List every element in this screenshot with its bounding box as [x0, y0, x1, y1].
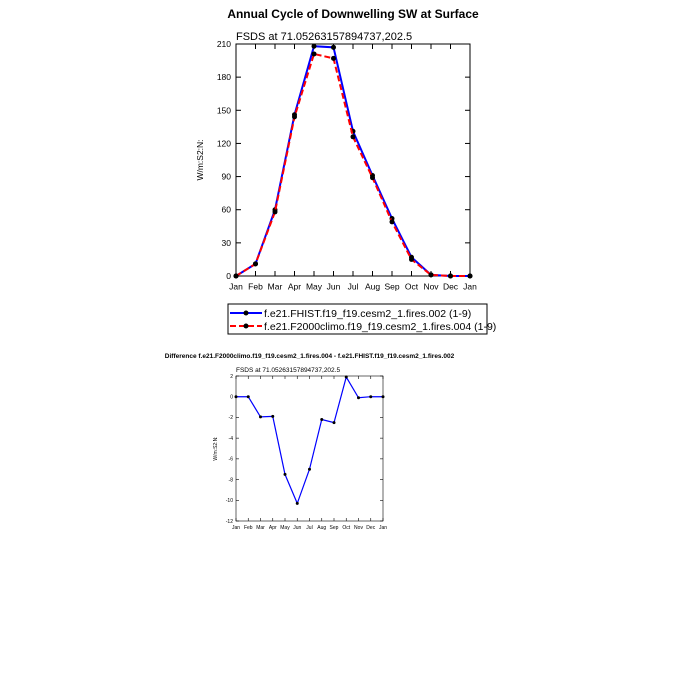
x-tick-label: Jun — [326, 281, 341, 292]
data-point — [259, 415, 262, 418]
x-tick-label: Jan — [231, 525, 241, 531]
data-point — [369, 395, 372, 398]
data-point — [468, 274, 473, 279]
x-tick-label: Dec — [366, 525, 376, 531]
legend-marker — [244, 324, 249, 329]
y-axis-label: W/m:S2:N: — [213, 436, 219, 461]
x-tick-label: Oct — [342, 525, 351, 531]
y-tick-label: 90 — [221, 171, 231, 182]
series-line-1 — [236, 54, 470, 276]
data-point — [333, 421, 336, 424]
data-point — [308, 468, 311, 471]
data-point — [296, 502, 299, 505]
data-point — [351, 134, 356, 139]
x-tick-label: Apr — [287, 281, 302, 292]
y-tick-label: -12 — [225, 518, 233, 525]
y-tick-label: -10 — [225, 498, 233, 505]
legend-label: f.e21.F2000climo.f19_f19.cesm2_1.fires.004 (1-9) — [264, 321, 497, 333]
data-point — [345, 376, 348, 379]
x-tick-label: Jan — [378, 525, 388, 531]
y-tick-label: 180 — [216, 72, 231, 83]
x-tick-label: Nov — [423, 281, 439, 292]
series-line-0 — [236, 377, 383, 503]
x-tick-label: Jan — [463, 281, 477, 292]
data-point — [234, 274, 239, 279]
x-tick-label: May — [280, 525, 290, 531]
data-point — [382, 395, 385, 398]
x-tick-label: Mar — [267, 281, 283, 292]
data-point — [312, 44, 317, 49]
x-tick-label: Sep — [329, 525, 339, 531]
x-tick-label: Feb — [248, 281, 263, 292]
y-tick-label: -4 — [228, 435, 233, 442]
data-point — [312, 51, 317, 56]
data-point — [273, 209, 278, 214]
x-tick-label: Jun — [293, 525, 302, 531]
y-tick-label: -8 — [228, 477, 233, 484]
data-point — [390, 219, 395, 224]
data-point — [429, 272, 434, 277]
data-point — [331, 45, 336, 50]
y-tick-label: 0 — [226, 270, 231, 281]
y-tick-label: -2 — [228, 415, 233, 422]
data-point — [331, 56, 336, 61]
y-tick-label: 210 — [216, 38, 231, 49]
x-tick-label: Dec — [442, 281, 459, 292]
x-tick-label: Mar — [256, 525, 265, 531]
chart-title: Annual Cycle of Downwelling SW at Surface — [227, 7, 479, 21]
y-tick-label: 30 — [221, 237, 231, 248]
data-point — [247, 395, 250, 398]
x-tick-label: Aug — [364, 281, 381, 292]
plot-frame — [236, 44, 470, 276]
data-point — [357, 396, 360, 399]
chart-subtitle: FSDS at 71.05263157894737,202.5 — [236, 367, 341, 374]
y-tick-label: 120 — [216, 138, 231, 149]
chart-title: Difference f.e21.F2000climo.f19_f19.cesm2_1.fires.004 - f.e21.FHIST.f19_f19.cesm2_1.fires.002 — [164, 353, 455, 360]
y-tick-label: -6 — [228, 456, 233, 463]
series-line-0 — [236, 46, 470, 276]
y-axis-label: W/m:S2:N: — [195, 139, 205, 181]
x-tick-label: Jan — [229, 281, 243, 292]
y-tick-label: 0 — [230, 394, 233, 401]
x-tick-label: Nov — [354, 525, 363, 531]
x-tick-label: Jul — [347, 281, 359, 292]
data-point — [284, 473, 287, 476]
x-tick-label: Aug — [317, 525, 327, 531]
x-tick-label: May — [305, 281, 323, 292]
data-point — [370, 175, 375, 180]
data-point — [320, 418, 323, 421]
y-tick-label: 150 — [216, 105, 231, 116]
x-tick-label: Feb — [243, 525, 253, 531]
data-point — [448, 274, 453, 279]
legend-marker — [244, 311, 249, 316]
x-tick-label: Jul — [306, 525, 313, 531]
data-point — [253, 261, 258, 266]
x-tick-label: Sep — [384, 281, 400, 292]
chart-subtitle: FSDS at 71.05263157894737,202.5 — [236, 31, 413, 43]
y-tick-label: 2 — [230, 373, 233, 380]
data-point — [271, 415, 274, 418]
y-tick-label: 60 — [221, 204, 231, 215]
data-point — [409, 257, 414, 262]
x-tick-label: Apr — [268, 525, 277, 531]
data-point — [235, 395, 238, 398]
legend-label: f.e21.FHIST.f19_f19.cesm2_1.fires.002 (1-9) — [264, 308, 472, 320]
x-tick-label: Oct — [404, 281, 419, 292]
data-point — [292, 114, 297, 119]
